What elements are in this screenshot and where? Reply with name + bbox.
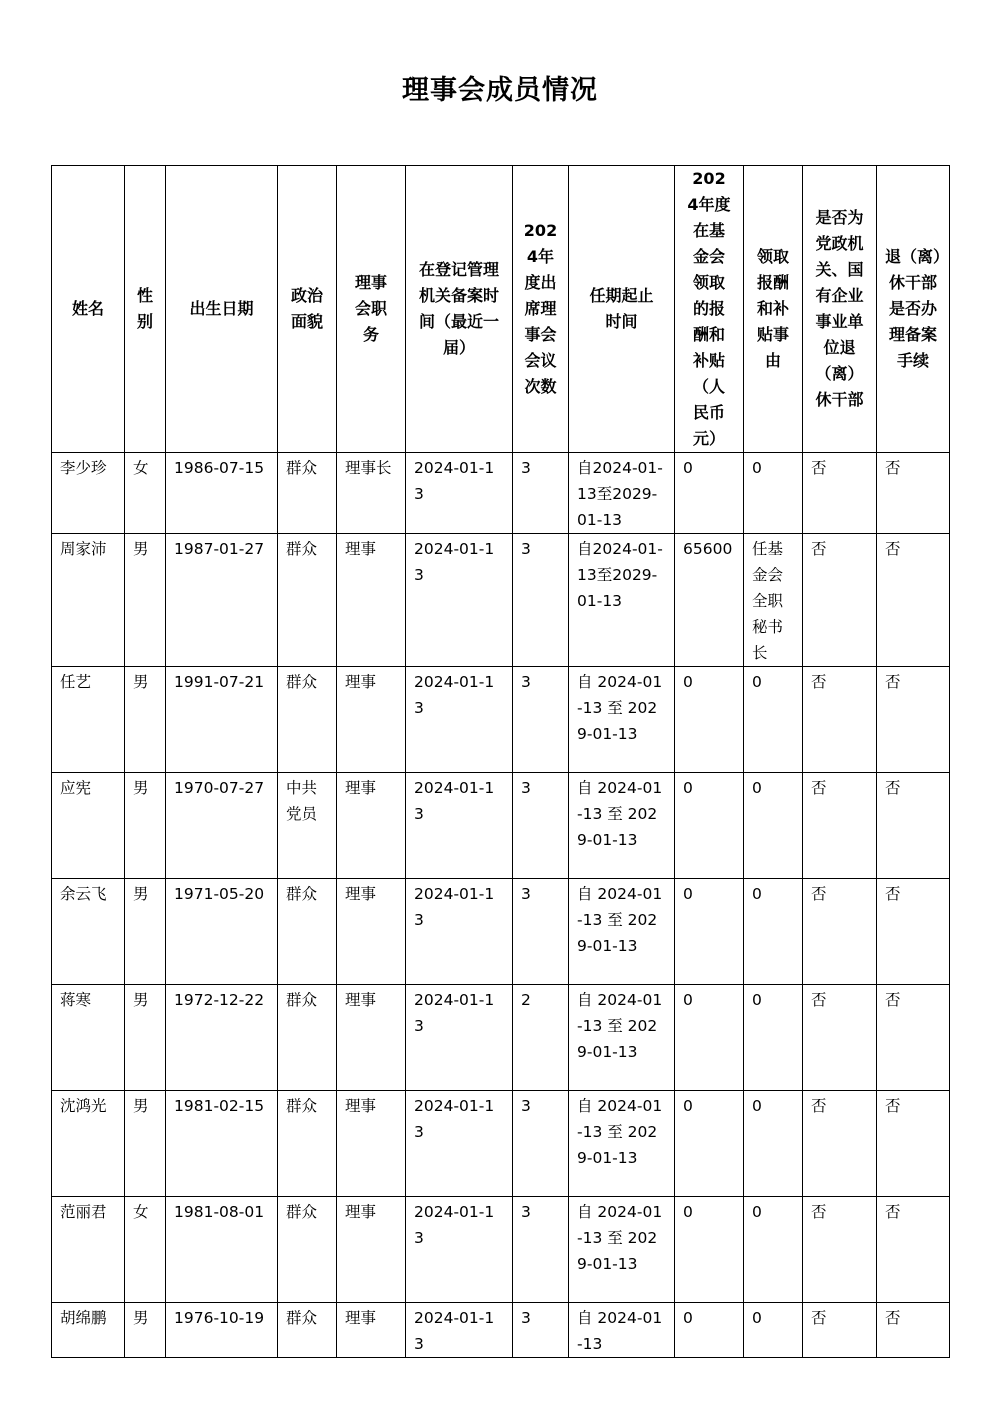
cell-reason: 0 <box>744 1197 803 1303</box>
cell-term: 自 2024-01-13 <box>569 1303 675 1358</box>
cell-gender: 男 <box>125 773 166 879</box>
header-board-role: 理事会职务 <box>337 166 406 453</box>
cell-retired: 否 <box>803 534 877 667</box>
cell-reason: 0 <box>744 773 803 879</box>
cell-retired: 否 <box>803 1091 877 1197</box>
header-name: 姓名 <box>52 166 125 453</box>
cell-gender: 男 <box>125 667 166 773</box>
cell-political: 中共党员 <box>278 773 337 879</box>
cell-retired: 否 <box>803 879 877 985</box>
cell-pay: 0 <box>675 879 744 985</box>
cell-reason: 0 <box>744 985 803 1091</box>
cell-attend: 3 <box>513 534 569 667</box>
header-retiree-filing: 退（离）休干部是否办理备案手续 <box>877 166 950 453</box>
header-retired-official: 是否为党政机关、国有企业事业单位退（离）休干部 <box>803 166 877 453</box>
table-row <box>52 1303 950 1358</box>
cell-filed: 否 <box>877 667 950 773</box>
table-row <box>52 773 950 879</box>
cell-birth: 1971-05-20 <box>166 879 278 985</box>
cell-birth: 1976-10-19 <box>166 1303 278 1358</box>
cell-attend: 3 <box>513 1197 569 1303</box>
cell-pay: 0 <box>675 1303 744 1358</box>
cell-pay: 0 <box>675 667 744 773</box>
cell-pay: 0 <box>675 985 744 1091</box>
cell-name: 范丽君 <box>52 1197 125 1303</box>
cell-filing: 2024-01-13 <box>406 1091 513 1197</box>
cell-reason: 0 <box>744 879 803 985</box>
cell-pay: 0 <box>675 773 744 879</box>
cell-attend: 3 <box>513 1091 569 1197</box>
cell-name: 沈鸿光 <box>52 1091 125 1197</box>
cell-term: 自 2024-01-13 至 2029-01-13 <box>569 1197 675 1303</box>
cell-term: 自 2024-01-13 至 2029-01-13 <box>569 879 675 985</box>
cell-role: 理事 <box>337 1303 406 1358</box>
cell-role: 理事 <box>337 773 406 879</box>
cell-gender: 男 <box>125 879 166 985</box>
cell-retired: 否 <box>803 773 877 879</box>
cell-role: 理事长 <box>337 453 406 534</box>
header-row <box>52 166 950 453</box>
cell-birth: 1981-02-15 <box>166 1091 278 1197</box>
header-political-status: 政治面貌 <box>278 166 337 453</box>
cell-role: 理事 <box>337 1091 406 1197</box>
cell-birth: 1972-12-22 <box>166 985 278 1091</box>
cell-retired: 否 <box>803 1303 877 1358</box>
cell-political: 群众 <box>278 534 337 667</box>
cell-gender: 男 <box>125 1303 166 1358</box>
header-gender: 性别 <box>125 166 166 453</box>
cell-filing: 2024-01-13 <box>406 534 513 667</box>
cell-name: 应宪 <box>52 773 125 879</box>
cell-attend: 3 <box>513 773 569 879</box>
cell-filing: 2024-01-13 <box>406 667 513 773</box>
header-compensation: 2024年度在基金会领取的报酬和补贴（人民币元） <box>675 166 744 453</box>
cell-political: 群众 <box>278 1091 337 1197</box>
cell-reason: 0 <box>744 1303 803 1358</box>
header-birth-date: 出生日期 <box>166 166 278 453</box>
cell-retired: 否 <box>803 985 877 1091</box>
cell-filed: 否 <box>877 1091 950 1197</box>
cell-term: 自 2024-01-13 至 2029-01-13 <box>569 985 675 1091</box>
cell-filed: 否 <box>877 534 950 667</box>
cell-filing: 2024-01-13 <box>406 1197 513 1303</box>
cell-pay: 65600 <box>675 534 744 667</box>
cell-term: 自 2024-01-13 至 2029-01-13 <box>569 1091 675 1197</box>
cell-retired: 否 <box>803 453 877 534</box>
cell-filing: 2024-01-13 <box>406 453 513 534</box>
table-row <box>52 534 950 667</box>
cell-retired: 否 <box>803 667 877 773</box>
cell-filed: 否 <box>877 1303 950 1358</box>
cell-role: 理事 <box>337 667 406 773</box>
cell-filed: 否 <box>877 453 950 534</box>
cell-filing: 2024-01-13 <box>406 879 513 985</box>
cell-name: 胡绵鹏 <box>52 1303 125 1358</box>
cell-pay: 0 <box>675 1197 744 1303</box>
cell-reason: 0 <box>744 453 803 534</box>
cell-filed: 否 <box>877 1197 950 1303</box>
cell-term: 自2024-01-13至2029-01-13 <box>569 534 675 667</box>
cell-name: 李少珍 <box>52 453 125 534</box>
cell-reason: 0 <box>744 667 803 773</box>
cell-attend: 3 <box>513 1303 569 1358</box>
cell-name: 周家沛 <box>52 534 125 667</box>
table-row <box>52 879 950 985</box>
table-row <box>52 1091 950 1197</box>
cell-filed: 否 <box>877 773 950 879</box>
cell-role: 理事 <box>337 534 406 667</box>
cell-gender: 男 <box>125 534 166 667</box>
table-row <box>52 1197 950 1303</box>
cell-pay: 0 <box>675 1091 744 1197</box>
cell-term: 自 2024-01-13 至 2029-01-13 <box>569 667 675 773</box>
cell-political: 群众 <box>278 667 337 773</box>
cell-filing: 2024-01-13 <box>406 773 513 879</box>
table-row <box>52 667 950 773</box>
cell-gender: 女 <box>125 1197 166 1303</box>
cell-birth: 1986-07-15 <box>166 453 278 534</box>
board-members-table <box>51 165 950 1358</box>
cell-gender: 女 <box>125 453 166 534</box>
cell-attend: 3 <box>513 879 569 985</box>
cell-birth: 1970-07-27 <box>166 773 278 879</box>
page-title: 理事会成员情况 <box>402 75 598 106</box>
cell-birth: 1987-01-27 <box>166 534 278 667</box>
cell-attend: 3 <box>513 453 569 534</box>
cell-attend: 3 <box>513 667 569 773</box>
cell-pay: 0 <box>675 453 744 534</box>
cell-political: 群众 <box>278 879 337 985</box>
cell-name: 任艺 <box>52 667 125 773</box>
cell-role: 理事 <box>337 1197 406 1303</box>
cell-role: 理事 <box>337 985 406 1091</box>
header-meeting-attendance: 2024年度出席理事会会议次数 <box>513 166 569 453</box>
cell-political: 群众 <box>278 453 337 534</box>
cell-gender: 男 <box>125 985 166 1091</box>
cell-name: 余云飞 <box>52 879 125 985</box>
cell-birth: 1991-07-21 <box>166 667 278 773</box>
cell-filing: 2024-01-13 <box>406 985 513 1091</box>
cell-political: 群众 <box>278 985 337 1091</box>
cell-term: 自 2024-01-13 至 2029-01-13 <box>569 773 675 879</box>
cell-reason: 任基金会全职秘书长 <box>744 534 803 667</box>
cell-gender: 男 <box>125 1091 166 1197</box>
cell-filing: 2024-01-13 <box>406 1303 513 1358</box>
header-compensation-reason: 领取报酬和补贴事由 <box>744 166 803 453</box>
cell-reason: 0 <box>744 1091 803 1197</box>
cell-political: 群众 <box>278 1303 337 1358</box>
table-row <box>52 985 950 1091</box>
cell-attend: 2 <box>513 985 569 1091</box>
cell-filed: 否 <box>877 985 950 1091</box>
cell-retired: 否 <box>803 1197 877 1303</box>
cell-filed: 否 <box>877 879 950 985</box>
cell-name: 蒋寒 <box>52 985 125 1091</box>
table-row <box>52 453 950 534</box>
cell-term: 自2024-01-13至2029-01-13 <box>569 453 675 534</box>
cell-birth: 1981-08-01 <box>166 1197 278 1303</box>
cell-role: 理事 <box>337 879 406 985</box>
header-filing-time: 在登记管理机关备案时间（最近一届） <box>406 166 513 453</box>
cell-political: 群众 <box>278 1197 337 1303</box>
header-term: 任期起止时间 <box>569 166 675 453</box>
